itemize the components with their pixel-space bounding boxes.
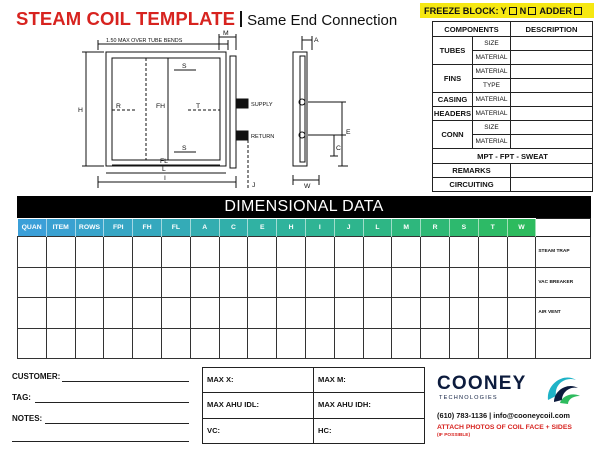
dimensional-cell[interactable]: [219, 298, 248, 329]
dimensional-cell[interactable]: [363, 237, 392, 268]
page-title: [16, 8, 397, 30]
col-h: H: [277, 219, 306, 237]
dimensional-cell[interactable]: [133, 267, 162, 298]
option-cell[interactable]: VAC BREAKER: [536, 267, 591, 298]
dimensional-cell[interactable]: [421, 298, 450, 329]
dimensional-cell[interactable]: [478, 298, 507, 329]
dimensional-cell[interactable]: [46, 328, 75, 359]
row-headers: HEADERS: [433, 107, 473, 121]
freeze-adder-label: ADDER: [539, 5, 572, 16]
dimensional-cell[interactable]: [219, 237, 248, 268]
dimensional-cell[interactable]: [334, 237, 363, 268]
circuiting-input[interactable]: [511, 178, 593, 192]
dim-fh: FH: [156, 103, 166, 110]
dimensional-cell[interactable]: [507, 298, 536, 329]
dimensional-cell[interactable]: [305, 328, 334, 359]
dimensional-cell[interactable]: [363, 267, 392, 298]
col-c: C: [219, 219, 248, 237]
attach-photos-subnote: (IF POSSIBLE): [437, 433, 471, 438]
dimensional-cell[interactable]: [277, 237, 306, 268]
dimensional-cell[interactable]: [507, 237, 536, 268]
return-nozzle: [236, 131, 248, 140]
col-a: A: [190, 219, 219, 237]
freeze-n-checkbox[interactable]: [528, 7, 536, 15]
dim-fl: FL: [160, 158, 168, 165]
conn-material-input[interactable]: [511, 135, 593, 149]
option-cell[interactable]: [536, 328, 591, 359]
option-cell[interactable]: AIR VENT: [536, 298, 591, 329]
dimensional-cell[interactable]: [161, 237, 190, 268]
dim-e: E: [346, 129, 351, 136]
label-tube-bends: 1.50 MAX OVER TUBE BENDS: [106, 38, 183, 44]
tubes-material-label: MATERIAL: [473, 51, 511, 65]
row-tubes: TUBES: [433, 37, 473, 65]
company-logo: [436, 370, 596, 412]
dimensional-row: [18, 267, 591, 298]
dimensional-cell[interactable]: [75, 298, 104, 329]
dimensional-cell[interactable]: [46, 267, 75, 298]
max-m-field[interactable]: MAX M:: [314, 368, 425, 393]
dimensional-cell[interactable]: [133, 237, 162, 268]
dim-t: T: [196, 103, 201, 110]
header-bar: [230, 56, 236, 168]
description-header: DESCRIPTION: [511, 22, 593, 37]
dim-w: W: [304, 183, 311, 190]
col-w: W: [507, 219, 536, 237]
coil-frame-inner: [112, 58, 220, 160]
dimensional-cell[interactable]: [190, 328, 219, 359]
headers-material-label: MATERIAL: [473, 107, 511, 121]
dimensional-cell[interactable]: [46, 298, 75, 329]
dimensional-cell[interactable]: [449, 298, 478, 329]
dimensional-cell[interactable]: [104, 267, 133, 298]
tubes-size-input[interactable]: [511, 37, 593, 51]
max-x-field[interactable]: MAX X:: [203, 368, 314, 393]
dimensional-cell[interactable]: [248, 328, 277, 359]
freeze-y-checkbox[interactable]: [509, 7, 517, 15]
dimensional-cell[interactable]: [363, 328, 392, 359]
dimensional-cell[interactable]: [161, 298, 190, 329]
dimensional-cell[interactable]: [219, 267, 248, 298]
wave-icon: [542, 370, 582, 406]
hc-field[interactable]: HC:: [314, 418, 425, 443]
col-options: [536, 219, 591, 237]
casing-material-input[interactable]: [511, 93, 593, 107]
tag-label: TAG:: [12, 393, 31, 402]
title-main: STEAM COIL TEMPLATE: [16, 8, 236, 29]
row-circuiting: CIRCUITING: [433, 178, 511, 192]
col-t: T: [478, 219, 507, 237]
vc-field[interactable]: VC:: [203, 418, 314, 443]
dimensional-cell[interactable]: [277, 267, 306, 298]
fins-material-input[interactable]: [511, 65, 593, 79]
conn-size-input[interactable]: [511, 121, 593, 135]
dimensional-cell[interactable]: [478, 328, 507, 359]
dimensional-cell[interactable]: [449, 267, 478, 298]
tubes-material-input[interactable]: [511, 51, 593, 65]
dim-h: H: [78, 107, 83, 114]
dimensional-cell[interactable]: [305, 298, 334, 329]
max-values-table: [202, 367, 425, 444]
dimensional-cell[interactable]: [334, 267, 363, 298]
fins-material-label: MATERIAL: [473, 65, 511, 79]
company-contact: (610) 783-1136 | info@cooneycoil.com: [437, 411, 570, 420]
tubes-size-label: SIZE: [473, 37, 511, 51]
dimensional-cell[interactable]: [478, 267, 507, 298]
coil-drawing: [56, 30, 396, 190]
dimensional-cell[interactable]: [392, 237, 421, 268]
freeze-block-label: FREEZE BLOCK:: [424, 5, 499, 16]
company-name: COONEY: [437, 373, 527, 394]
dimensional-cell[interactable]: [161, 267, 190, 298]
col-fpi: FPI: [104, 219, 133, 237]
dimensional-row: [18, 237, 591, 268]
dimensional-cell[interactable]: [75, 267, 104, 298]
dimensional-cell[interactable]: [421, 267, 450, 298]
dimensional-cell[interactable]: [104, 298, 133, 329]
dimensional-cell[interactable]: [277, 328, 306, 359]
attach-photos-note: ATTACH PHOTOS OF COIL FACE + SIDES: [437, 424, 572, 431]
notes-label: NOTES:: [12, 414, 43, 423]
dimensional-cell[interactable]: [305, 237, 334, 268]
dimensional-cell[interactable]: [18, 298, 47, 329]
dimensional-data-table: [17, 218, 591, 359]
dimensional-cell[interactable]: [75, 237, 104, 268]
title-subtitle: Same End Connection: [247, 12, 398, 29]
casing-material-label: MATERIAL: [473, 93, 511, 107]
freeze-n-label: N: [519, 5, 527, 16]
dimensional-cell[interactable]: [277, 298, 306, 329]
dimensional-cell[interactable]: [334, 298, 363, 329]
dimensional-cell[interactable]: [104, 328, 133, 359]
dimensional-cell[interactable]: [75, 328, 104, 359]
dimensional-row: [18, 328, 591, 359]
dimensional-cell[interactable]: [478, 237, 507, 268]
dimensional-cell[interactable]: [190, 237, 219, 268]
row-casing: CASING: [433, 93, 473, 107]
dimensional-cell[interactable]: [219, 328, 248, 359]
thread-options[interactable]: MPT - FPT - SWEAT: [433, 149, 593, 164]
col-fl: FL: [161, 219, 190, 237]
tag-input[interactable]: [35, 402, 189, 403]
dim-s-bottom: S: [182, 145, 187, 152]
col-quan: QUAN: [18, 219, 47, 237]
max-ahu-idl-field[interactable]: MAX AHU IDL:: [203, 393, 314, 418]
notes-input-line-2[interactable]: [12, 441, 189, 442]
conn-size-label: SIZE: [473, 121, 511, 135]
dimensional-cell[interactable]: [190, 267, 219, 298]
dimensional-cell[interactable]: [421, 328, 450, 359]
dim-l: L: [162, 166, 166, 173]
freeze-adder-checkbox[interactable]: [574, 7, 582, 15]
dimensional-cell[interactable]: [161, 328, 190, 359]
col-item: ITEM: [46, 219, 75, 237]
dimensional-cell[interactable]: [133, 298, 162, 329]
label-return: RETURN: [251, 134, 275, 140]
dimensional-cell[interactable]: [507, 267, 536, 298]
dimensional-cell[interactable]: [133, 328, 162, 359]
dimensional-cell[interactable]: [392, 267, 421, 298]
col-fh: FH: [133, 219, 162, 237]
dimensional-cell[interactable]: [449, 328, 478, 359]
remarks-input[interactable]: [511, 164, 593, 178]
conn-material-label: MATERIAL: [473, 135, 511, 149]
dimensional-cell[interactable]: [248, 267, 277, 298]
supply-nozzle: [236, 99, 248, 108]
col-m: M: [392, 219, 421, 237]
dimensional-cell[interactable]: [507, 328, 536, 359]
col-j: J: [334, 219, 363, 237]
row-remarks: REMARKS: [433, 164, 511, 178]
dimensional-cell[interactable]: [449, 237, 478, 268]
dim-i: I: [164, 175, 166, 182]
dimensional-row: [18, 298, 591, 329]
fins-type-label: TYPE: [473, 79, 511, 93]
dimensional-cell[interactable]: [18, 237, 47, 268]
dimensional-data-title: DIMENSIONAL DATA: [17, 196, 591, 218]
label-supply: SUPPLY: [251, 102, 273, 108]
col-rows: ROWS: [75, 219, 104, 237]
company-tagline: TECHNOLOGIES: [439, 395, 498, 401]
dimensional-cell[interactable]: [18, 328, 47, 359]
freeze-y-label: Y: [500, 5, 507, 16]
dimensional-cell[interactable]: [248, 237, 277, 268]
dim-a: A: [314, 37, 319, 44]
dimensional-cell[interactable]: [18, 267, 47, 298]
col-l: L: [363, 219, 392, 237]
dimensional-cell[interactable]: [248, 298, 277, 329]
dimensional-cell[interactable]: [190, 298, 219, 329]
dimensional-body: [18, 237, 591, 359]
notes-input-line-1[interactable]: [45, 423, 189, 424]
dim-c: C: [336, 145, 341, 152]
dim-s-top: S: [182, 63, 187, 70]
col-e: E: [248, 219, 277, 237]
max-ahu-idh-field[interactable]: MAX AHU IDH:: [314, 393, 425, 418]
dim-m: M: [223, 30, 229, 37]
dimensional-cell[interactable]: [392, 328, 421, 359]
dim-r: R: [116, 103, 121, 110]
dimensional-cell[interactable]: [392, 298, 421, 329]
dimensional-header-row: [18, 219, 591, 237]
dimensional-cell[interactable]: [421, 237, 450, 268]
headers-material-input[interactable]: [511, 107, 593, 121]
coil-frame-outer: [106, 52, 226, 166]
fins-type-input[interactable]: [511, 79, 593, 93]
dimensional-cell[interactable]: [104, 237, 133, 268]
dimensional-cell[interactable]: [363, 298, 392, 329]
title-divider: [240, 11, 242, 27]
components-table: [432, 21, 593, 192]
customer-input[interactable]: [62, 381, 189, 382]
dimensional-cell[interactable]: [305, 267, 334, 298]
row-conn: CONN: [433, 121, 473, 149]
option-cell[interactable]: STEAM TRAP: [536, 237, 591, 268]
dimensional-cell[interactable]: [46, 237, 75, 268]
col-i: I: [305, 219, 334, 237]
freeze-block-bar: [420, 3, 594, 18]
col-s: S: [449, 219, 478, 237]
row-fins: FINS: [433, 65, 473, 93]
dim-j: J: [252, 182, 256, 189]
components-header: COMPONENTS: [433, 22, 511, 37]
dimensional-cell[interactable]: [334, 328, 363, 359]
customer-label: CUSTOMER:: [12, 372, 61, 381]
col-r: R: [421, 219, 450, 237]
